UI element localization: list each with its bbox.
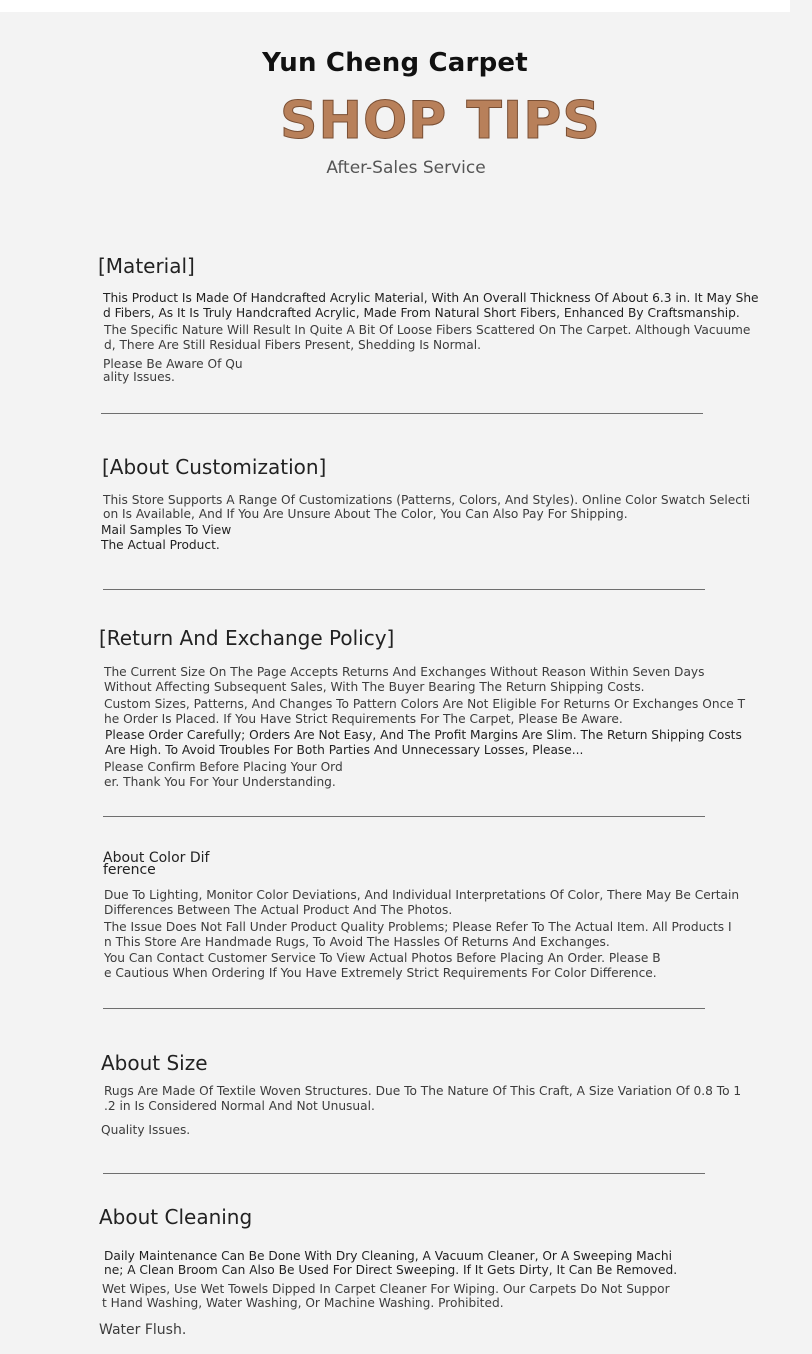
material-text-2: d Fibers, As It Is Truly Handcrafted Acrylic, Made From Natural Short Fibers, Enhanced By Craftsmanship. <box>103 306 740 320</box>
customization-text-1: This Store Supports A Range Of Customizations (Patterns, Colors, And Styles). Online Color Swatch Selecti <box>103 493 751 507</box>
cleaning-text-3: Wet Wipes, Use Wet Towels Dipped In Carpet Cleaner For Wiping. Our Carpets Do Not Suppor <box>102 1282 670 1296</box>
divider <box>103 816 705 817</box>
customization-text-2: on Is Available, And If You Are Unsure About The Color, You Can Also Pay For Shipping. <box>103 507 628 521</box>
shop-title: Yun Cheng Carpet <box>262 48 528 78</box>
logo-text: SHOP TIPS <box>280 91 601 151</box>
cleaning-text-2: ne; A Clean Broom Can Also Be Used For Direct Sweeping. If It Gets Dirty, It Can Be Removed. <box>104 1263 678 1277</box>
returns-text-1: The Current Size On The Page Accepts Returns And Exchanges Without Reason Within Seven Days <box>104 665 705 679</box>
material-text-3: The Specific Nature Will Result In Quite A Bit Of Loose Fibers Scattered On The Carpet. Although Vacuume <box>104 323 751 337</box>
size-text-3: Quality Issues. <box>101 1123 191 1137</box>
returns-text-7: Please Confirm Before Placing Your Ord <box>104 760 343 774</box>
color-text-4: n This Store Are Handmade Rugs, To Avoid The Hassles Of Returns And Exchanges. <box>104 935 610 949</box>
material-text-1: This Product Is Made Of Handcrafted Acrylic Material, With An Overall Thickness Of About 6.3 in. It May She <box>103 291 759 305</box>
customization-text-4: The Actual Product. <box>101 538 220 552</box>
divider <box>101 413 703 414</box>
material-text-4: d, There Are Still Residual Fibers Present, Shedding Is Normal. <box>104 338 482 352</box>
cleaning-heading: About Cleaning <box>99 1205 253 1229</box>
material-heading: [Material] <box>98 254 195 278</box>
returns-text-6: Are High. To Avoid Troubles For Both Parties And Unnecessary Losses, Please... <box>105 743 584 757</box>
returns-text-3: Custom Sizes, Patterns, And Changes To Pattern Colors Are Not Eligible For Returns Or Exchanges Once T <box>104 697 746 711</box>
cleaning-text-5: Water Flush. <box>99 1322 187 1338</box>
color-text-6: e Cautious When Ordering If You Have Extremely Strict Requirements For Color Difference. <box>104 966 657 980</box>
returns-text-5: Please Order Carefully; Orders Are Not Easy, And The Profit Margins Are Slim. The Return Shipping Costs <box>105 728 742 742</box>
after-sales-page <box>0 12 790 1354</box>
size-text-2: .2 in Is Considered Normal And Not Unusual. <box>104 1099 375 1113</box>
returns-heading: [Return And Exchange Policy] <box>99 626 395 650</box>
customization-heading: [About Customization] <box>102 455 327 479</box>
material-text-5: Please Be Aware Of Qu <box>103 357 243 371</box>
color-text-5: You Can Contact Customer Service To View Actual Photos Before Placing An Order. Please B <box>104 951 661 965</box>
size-text-1: Rugs Are Made Of Textile Woven Structures. Due To The Nature Of This Craft, A Size Variation Of 0.8 To 1 <box>104 1084 742 1098</box>
divider <box>103 1008 705 1009</box>
color-text-1: Due To Lighting, Monitor Color Deviations, And Individual Interpretations Of Color, There May Be Certain <box>104 888 740 902</box>
returns-text-4: he Order Is Placed. If You Have Strict Requirements For The Carpet, Please Be Aware. <box>104 712 623 726</box>
customization-text-3: Mail Samples To View <box>101 523 232 537</box>
color-text-3: The Issue Does Not Fall Under Product Quality Problems; Please Refer To The Actual Item. All Products I <box>104 920 732 934</box>
returns-text-2: Without Affecting Subsequent Sales, With The Buyer Bearing The Return Shipping Costs. <box>104 680 645 694</box>
returns-text-8: er. Thank You For Your Understanding. <box>104 775 336 789</box>
top-strip <box>0 0 790 12</box>
size-heading: About Size <box>101 1051 208 1075</box>
material-text-6: ality Issues. <box>103 370 175 384</box>
cleaning-text-1: Daily Maintenance Can Be Done With Dry Cleaning, A Vacuum Cleaner, Or A Sweeping Machi <box>104 1249 672 1263</box>
shop-tips-logo <box>278 78 601 154</box>
divider <box>103 589 705 590</box>
color-heading-line-1: About Color Dif <box>103 850 210 866</box>
divider <box>103 1173 705 1174</box>
color-text-2: Differences Between The Actual Product And The Photos. <box>104 903 453 917</box>
color-heading-line-2: ference <box>103 862 156 878</box>
cleaning-text-4: t Hand Washing, Water Washing, Or Machine Washing. Prohibited. <box>102 1296 504 1310</box>
page-subtitle: After-Sales Service <box>326 158 486 178</box>
